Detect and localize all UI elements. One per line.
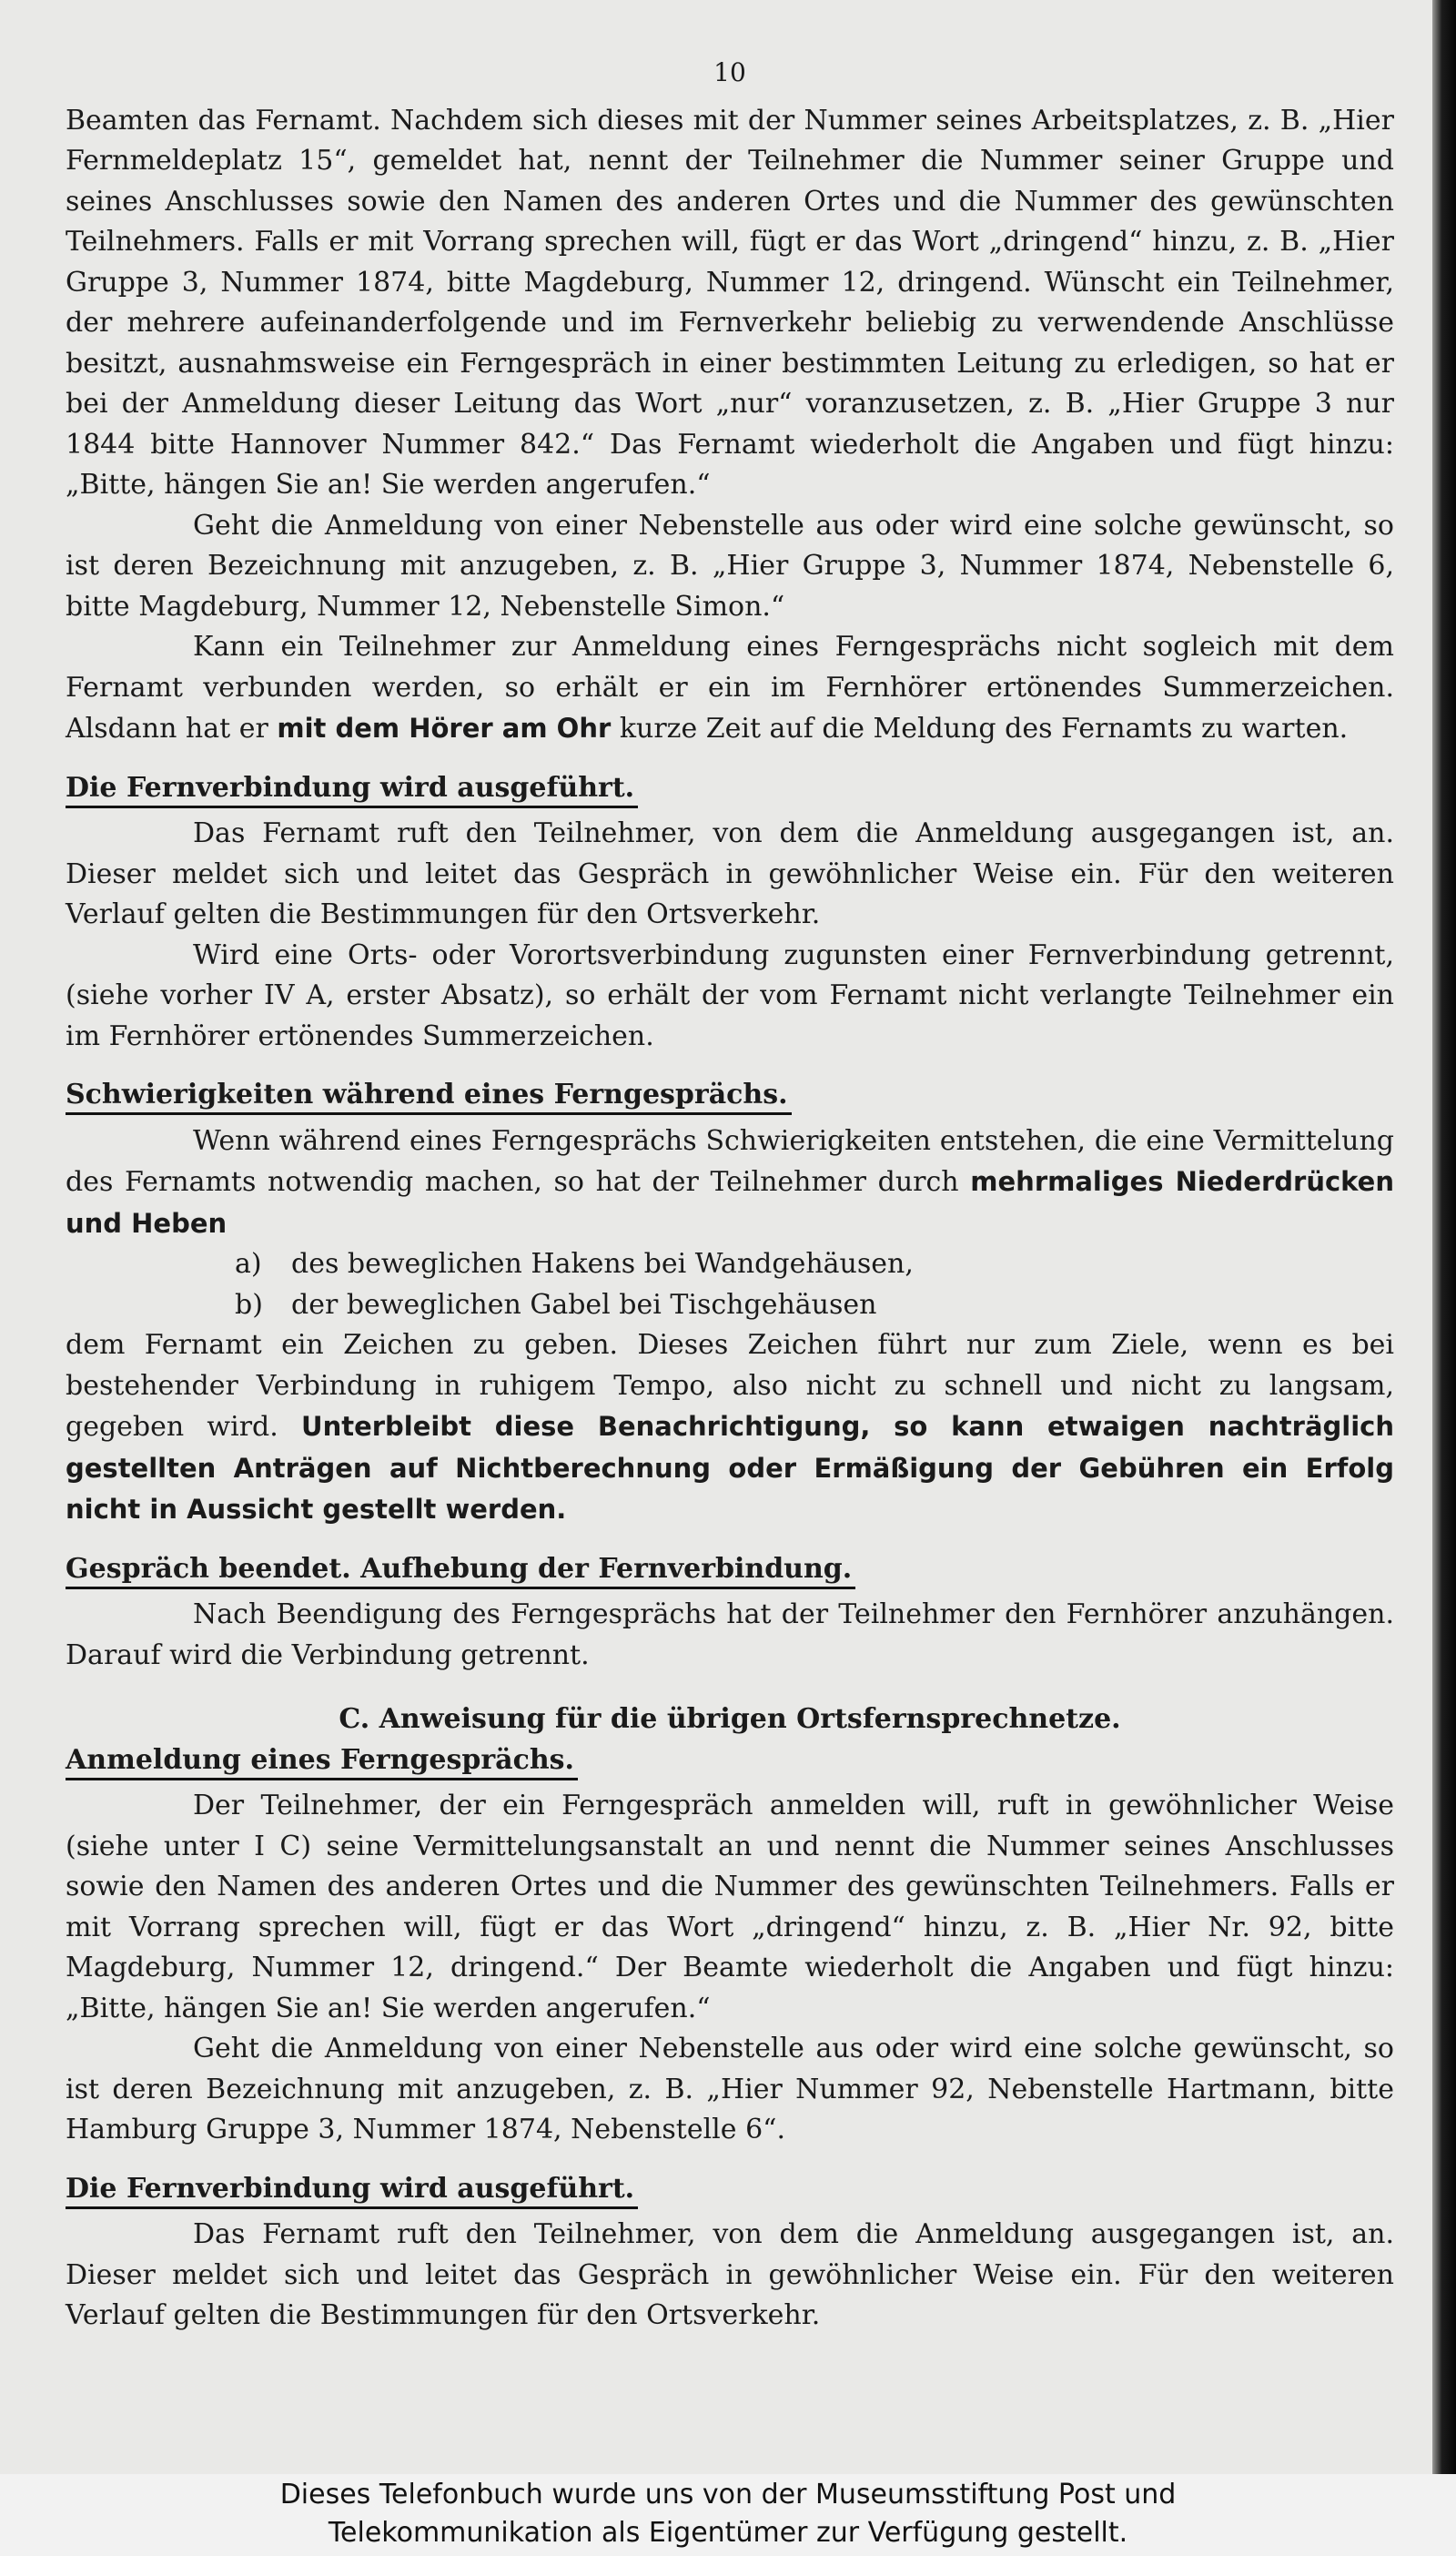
section-heading: Anmeldung eines Ferngesprächs.: [66, 1743, 578, 1780]
list-text: der beweglichen Gabel bei Tischgehäusen: [291, 1288, 877, 1321]
footer-line: Telekommunikation als Eigentümer zur Verfügung gestellt.: [328, 2517, 1128, 2549]
section-heading: Gespräch beendet. Aufhebung der Fernverbindung.: [66, 1552, 855, 1589]
bold-emphasis: mehrmaliges Niederdrücken und Heben: [66, 1166, 1394, 1239]
bold-emphasis: mit dem Hörer am Ohr: [277, 713, 612, 744]
page-number: 10: [713, 57, 746, 87]
list-item: [235, 1244, 1394, 1285]
footer-line: Dieses Telefonbuch wurde uns von der Museumsstiftung Post und: [279, 2479, 1177, 2510]
paragraph: Das Fernamt ruft den Teilnehmer, von dem die Anmeldung ausgegangen ist, an. Dieser meldet sich und leitet das Gespräch in gewöhnlicher Weise ein. Für den weiteren Verlauf gelten die Bestimmungen für den Ortsverkehr.: [66, 2218, 1394, 2331]
list-text: des beweglichen Hakens bei Wandgehäusen,: [291, 1248, 914, 1280]
document-body: [66, 53, 1394, 2337]
list: [235, 1244, 1394, 1325]
paragraph: [66, 627, 1394, 750]
paragraph: Wird eine Orts- oder Vorortsverbindung zugunsten einer Fernverbindung getrennt, (siehe vorher IV A, erster Absatz), so erhält der vom Fernamt nicht verlangte Teilnehmer ein im Fernhörer ertönendes Summerzeichen.: [66, 938, 1394, 1052]
paragraph: Der Teilnehmer, der ein Ferngespräch anmelden will, ruft in gewöhnlicher Weise (siehe unter I C) seine Vermittelungsanstalt an und nennt die Nummer seines Anschlusses sowie den Namen des anderen Ortes und die Nummer des gewünschten Teilnehmers. Falls er mit Vorrang sprechen will, fügt er das Wort „dringend“ hinzu, z. B. „Hier Nr. 92, bitte Magdeburg, Nummer 12, dringend.“ Der Beamte wiederholt die Angaben und fügt hinzu: „Bitte, hängen Sie an! Sie werden angerufen.“: [66, 1790, 1394, 2024]
list-label: b): [235, 1288, 263, 1321]
paragraph: [66, 1325, 1394, 1531]
section-heading: Die Fernverbindung wird ausgeführt.: [66, 771, 638, 808]
text-run: kurze Zeit auf die Meldung des Fernamts zu warten.: [619, 713, 1349, 745]
chapter-heading: C. Anweisung für die übrigen Ortsfernsprechnetze.: [339, 1703, 1121, 1735]
text-run: dem Fernamt ein Zeichen zu geben. Dieses Zeichen führt nur zum Ziele, wenn es bei bestehender Verbindung in ruhigem Tempo, also nicht zu schnell und nicht zu langsam, gegeben wird.: [66, 1329, 1394, 1443]
copyright-footer: [0, 2474, 1456, 2556]
paragraph: Das Fernamt ruft den Teilnehmer, von dem die Anmeldung ausgegangen ist, an. Dieser meldet sich und leitet das Gespräch in gewöhnlicher Weise ein. Für den weiteren Verlauf gelten die Bestimmungen für den Ortsverkehr.: [66, 817, 1394, 930]
paragraph: Nach Beendigung des Ferngesprächs hat der Teilnehmer den Fernhörer anzuhängen. Darauf wird die Verbindung getrennt.: [66, 1598, 1394, 1671]
paragraph: Geht die Anmeldung von einer Nebenstelle aus oder wird eine solche gewünscht, so ist deren Bezeichnung mit anzugeben, z. B. „Hier Gruppe 3, Nummer 1874, Nebenstelle 6, bitte Magdeburg, Nummer 12, Nebenstelle Simon.“: [66, 509, 1394, 623]
list-label: a): [235, 1248, 262, 1280]
text-run: Wenn während eines Ferngesprächs Schwierigkeiten entstehen, die eine Vermittelung des Fernamts notwendig machen, so hat der Teilnehmer durch: [66, 1124, 1394, 1198]
paragraph: [66, 1121, 1394, 1245]
paragraph: Geht die Anmeldung von einer Nebenstelle aus oder wird eine solche gewünscht, so ist deren Bezeichnung mit anzugeben, z. B. „Hier Nummer 92, Nebenstelle Hartmann, bitte Hamburg Gruppe 3, Nummer 1874, Nebenstelle 6“.: [66, 2033, 1394, 2145]
paragraph: Beamten das Fernamt. Nachdem sich dieses mit der Nummer seines Arbeitsplatzes, z. B. „Hier Fernmeldeplatz 15“, gemeldet hat, nennt der Teilnehmer die Nummer seiner Gruppe und seines Anschlusses sowie den Namen des anderen Ortes und die Nummer des gewünschten Teilnehmers. Falls er mit Vorrang sprechen will, fügt er das Wort „dringend“ hinzu, z. B. „Hier Gruppe 3, Nummer 1874, bitte Magdeburg, Nummer 12, dringend. Wünscht ein Teilnehmer, der mehrere aufeinanderfolgende und im Fernverkehr beliebig zu verwendende Anschlüsse besitzt, ausnahmsweise ein Ferngespräch in einer bestimmten Leitung zu erledigen, so hat er bei der Anmeldung dieser Leitung das Wort „nur“ voranzusetzen, z. B. „Hier Gruppe 3 nur 1844 bitte Hannover Nummer 842.“ Das Fernamt wiederholt die Angaben und fügt hinzu: „Bitte, hängen Sie an! Sie werden angerufen.“: [66, 104, 1394, 501]
bold-emphasis: Unterbleibt diese Benachrichtigung, so kann etwaigen nachträglich gestellten Anträgen auf Nichtberechnung oder Ermäßigung der Gebühren ein Erfolg nicht in Aussicht gestellt werden.: [66, 1411, 1394, 1525]
page-binding-edge: [1432, 0, 1456, 2474]
section-heading: Die Fernverbindung wird ausgeführt.: [66, 2172, 638, 2209]
text-run: Kann ein Teilnehmer zur Anmeldung eines Ferngesprächs nicht sogleich mit dem Fernamt verbunden werden, so erhält er ein im Fernhörer ertönendes Summerzeichen. Alsdann hat er: [66, 631, 1394, 745]
section-heading: Schwierigkeiten während eines Ferngesprächs.: [66, 1078, 792, 1115]
list-item: [235, 1285, 1394, 1326]
